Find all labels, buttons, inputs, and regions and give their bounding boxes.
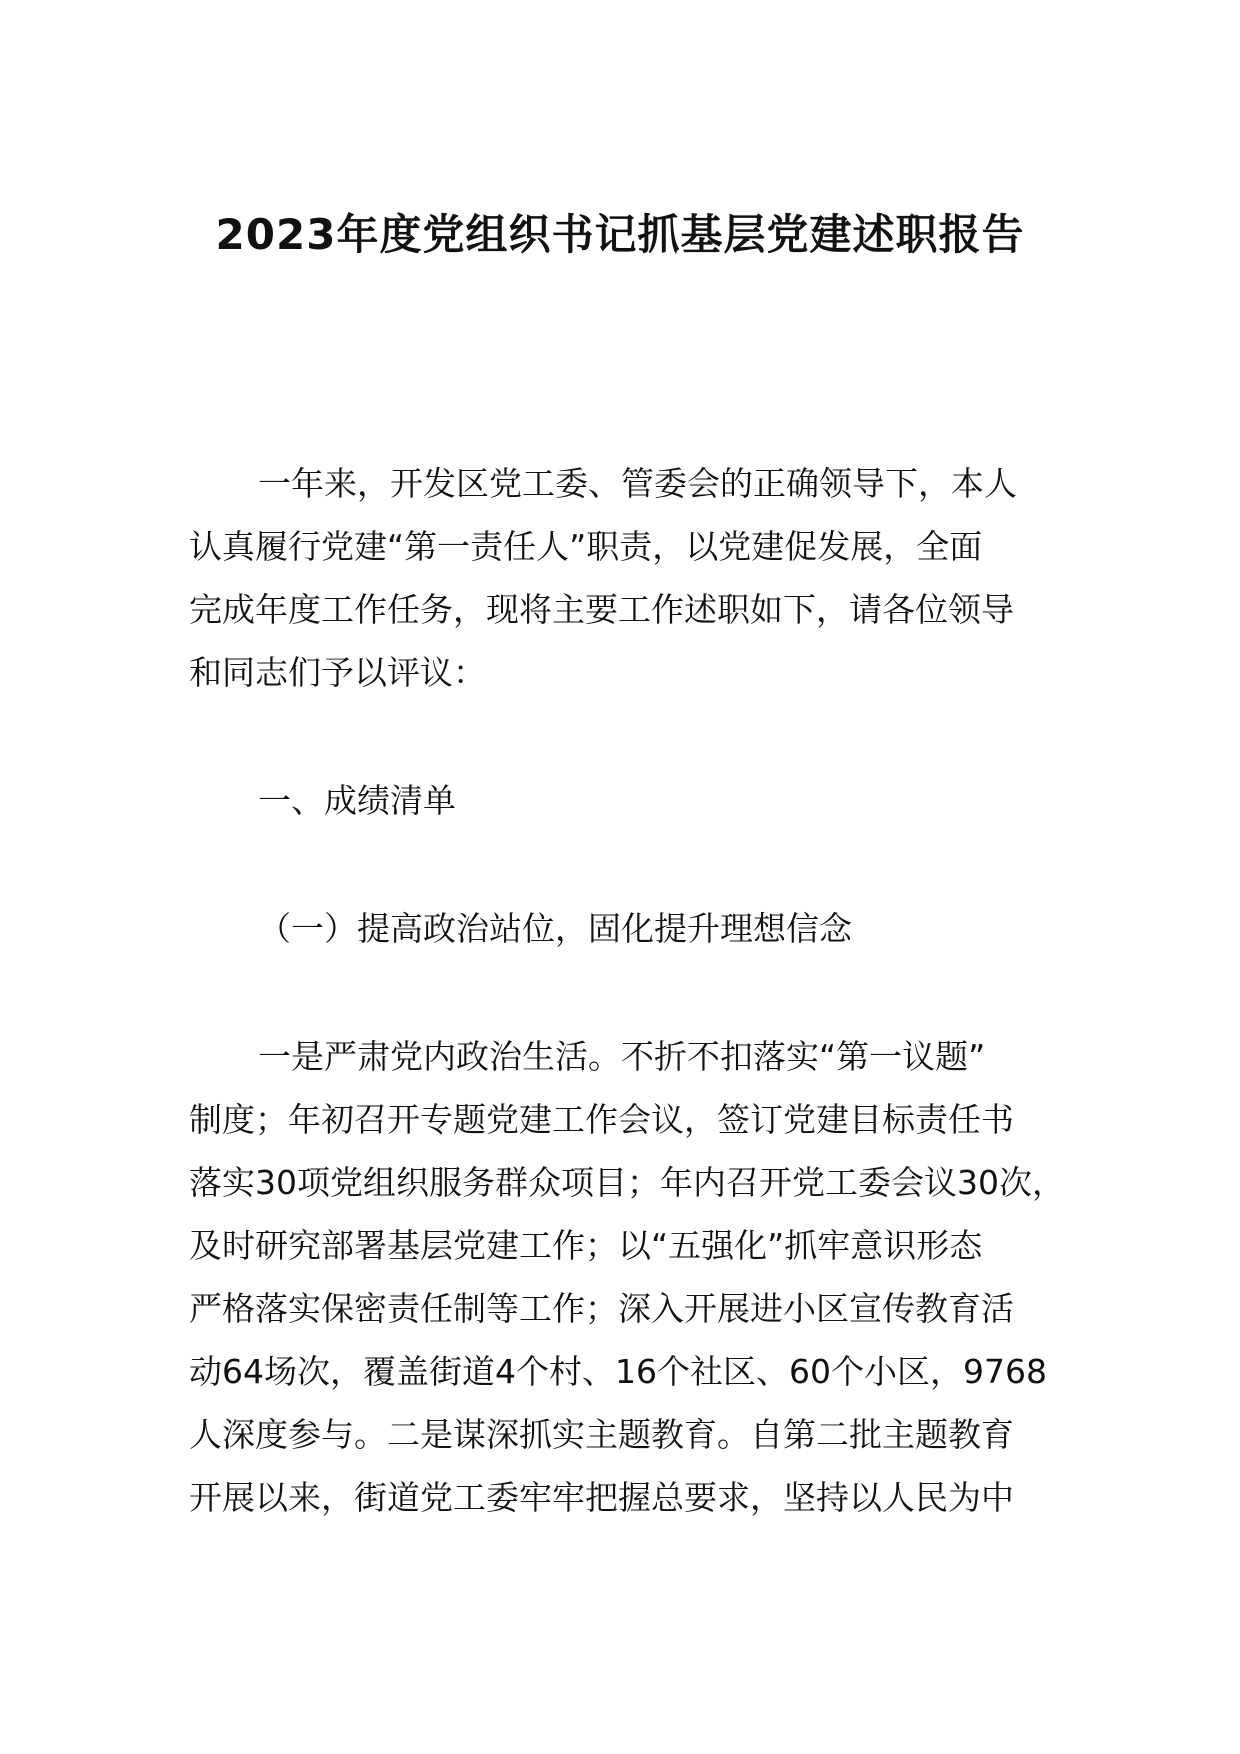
body-line-8: 开展以来，街道党工委牢牢把握总要求，坚持以人民为中 (189, 1478, 1014, 1517)
body-line-1: 一是严肃党内政治生活。不折不扣落实“第一议题” (258, 1037, 986, 1076)
body-line-2: 制度；年初召开专题党建工作会议，签订党建目标责任书 (189, 1100, 1014, 1139)
body-line-3: 落实30项党组织服务群众项目；年内召开党工委会议30次， (189, 1163, 1065, 1202)
body-line-5: 严格落实保密责任制等工作；深入开展进小区宣传教育活 (189, 1289, 1014, 1328)
intro-line-4: 和同志们予以评议： (189, 653, 486, 692)
intro-line-3: 完成年度工作任务，现将主要工作述职如下，请各位领导 (189, 590, 1014, 629)
intro-line-1: 一年来，开发区党工委、管委会的正确领导下，本人 (258, 464, 1017, 503)
section-heading: 一、成绩清单 (258, 781, 456, 820)
intro-line-2: 认真履行党建“第一责任人”职责，以党建促发展，全面 (189, 527, 983, 566)
body-line-4: 及时研究部署基层党建工作；以“五强化”抓牢意识形态 (189, 1226, 983, 1265)
subsection-heading: （一）提高政治站位，固化提升理想信念 (258, 909, 852, 948)
body-line-6: 动64场次，覆盖街道4个村、16个社区、60个小区，9768 (189, 1352, 1047, 1391)
document-title: 2023年度党组织书记抓基层党建述职报告 (215, 210, 1025, 259)
body-line-7: 人深度参与。二是谋深抓实主题教育。自第二批主题教育 (189, 1415, 1014, 1454)
